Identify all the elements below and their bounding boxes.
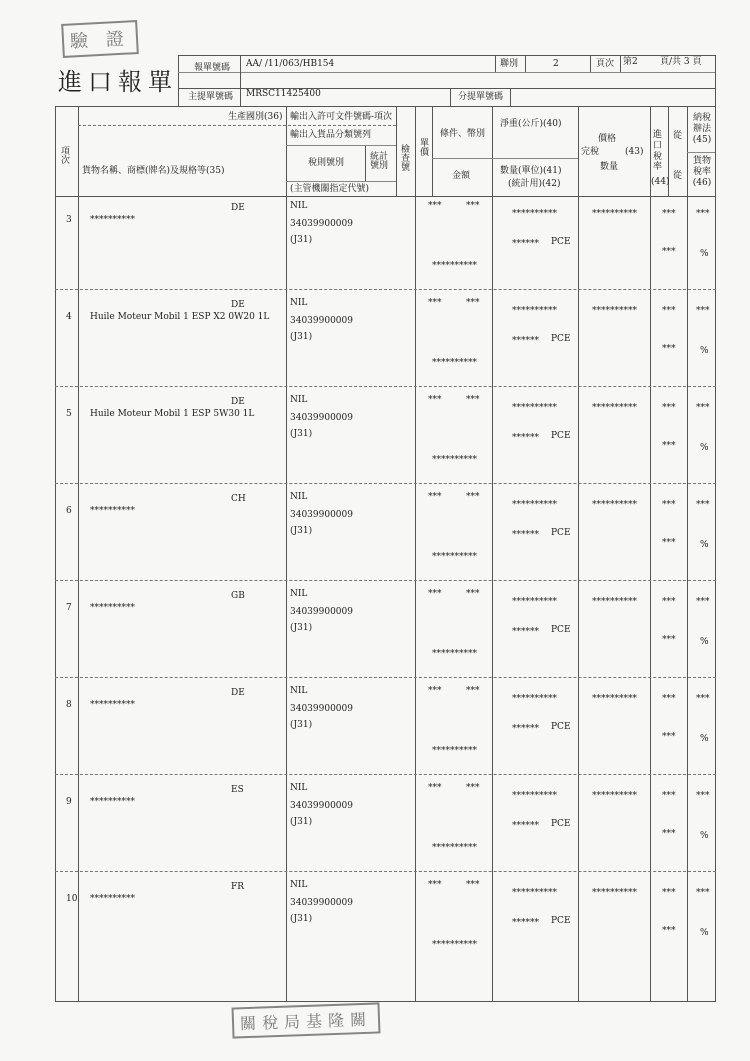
- row-goods-desc: **********: [90, 506, 135, 516]
- row-unit-price: ***: [428, 880, 442, 890]
- row-unit: PCE: [551, 334, 571, 344]
- col-net-weight: 淨重(公斤)(40): [500, 119, 562, 129]
- row-goods-desc: **********: [90, 700, 135, 710]
- row-net-weight: **********: [512, 597, 557, 607]
- row-item-no: 9: [66, 797, 72, 807]
- row-unit-price: ***: [428, 686, 442, 696]
- col-stat-no: 統計號別: [370, 152, 389, 171]
- row-import-rate: ***: [662, 694, 676, 704]
- row-import-rate-2: ***: [662, 635, 676, 645]
- row-item-no: 7: [66, 603, 72, 613]
- row-unit-price: ***: [428, 492, 442, 502]
- row-goods-desc: **********: [90, 603, 135, 613]
- row-import-rate-2: ***: [662, 344, 676, 354]
- row-origin: CH: [231, 494, 246, 504]
- row-unit-price: ***: [428, 783, 442, 793]
- page-total: 頁/共 3 頁: [660, 57, 702, 67]
- row-net-weight: **********: [512, 694, 557, 704]
- row-import-rate-2: ***: [662, 441, 676, 451]
- col-amount: 金額: [452, 171, 471, 181]
- row-amount: **********: [432, 649, 477, 659]
- row-amount: **********: [432, 455, 477, 465]
- row-amount: **********: [432, 940, 477, 950]
- col-goods-tax: 貨物稅率(46): [692, 156, 712, 188]
- row-goods-tax-pct: %: [700, 346, 709, 356]
- col-terms-currency: 條件、幣別: [440, 129, 486, 139]
- row-goods-tax-pct: %: [700, 928, 709, 938]
- row-amount: **********: [432, 843, 477, 853]
- row-duty-value: **********: [592, 694, 637, 704]
- row-permit: NIL: [290, 686, 308, 696]
- col-export-permit: 輸出入許可文件號碼-項次: [290, 112, 393, 122]
- row-tariff-no: 34039900009: [290, 510, 353, 520]
- row-origin: GB: [231, 591, 245, 601]
- row-origin: DE: [231, 203, 245, 213]
- row-tax-method: ***: [696, 694, 710, 704]
- row-import-rate-2: ***: [662, 926, 676, 936]
- row-divider: [55, 386, 716, 387]
- row-tax-method: ***: [696, 500, 710, 510]
- row-terms: ***: [466, 589, 480, 599]
- row-divider: [55, 677, 716, 678]
- row-tax-method: ***: [696, 403, 710, 413]
- page-label: 頁次: [596, 59, 615, 69]
- col-duty-paid: 完稅: [581, 147, 600, 157]
- row-terms: ***: [466, 686, 480, 696]
- row-tariff-no: 34039900009: [290, 413, 353, 423]
- col-ad-valorem: 從: [673, 131, 683, 141]
- col-goods-class: 輸出入貨品分類號列: [290, 130, 372, 140]
- row-unit-price: ***: [428, 395, 442, 405]
- row-customs-code: (J31): [290, 914, 313, 924]
- row-terms: ***: [466, 492, 480, 502]
- row-duty-value: **********: [592, 597, 637, 607]
- row-quantity: ******: [512, 821, 539, 831]
- row-net-weight: **********: [512, 209, 557, 219]
- sub-bl-label: 分提單號碼: [458, 92, 504, 102]
- row-tariff-no: 34039900009: [290, 316, 353, 326]
- copy-label: 聯別: [500, 59, 519, 69]
- decl-no-label: 報單號碼: [194, 63, 231, 73]
- row-amount: **********: [432, 261, 477, 271]
- row-goods-desc: **********: [90, 215, 135, 225]
- row-amount: **********: [432, 358, 477, 368]
- row-origin: DE: [231, 300, 245, 310]
- col-quantity: 數量(單位)(41): [500, 166, 562, 176]
- row-unit: PCE: [551, 916, 571, 926]
- row-item-no: 8: [66, 700, 72, 710]
- row-import-rate: ***: [662, 597, 676, 607]
- page-current: 第2: [623, 57, 638, 67]
- row-net-weight: **********: [512, 888, 557, 898]
- row-customs-code: (J31): [290, 332, 313, 342]
- row-duty-value: **********: [592, 888, 637, 898]
- row-import-rate: ***: [662, 403, 676, 413]
- row-unit: PCE: [551, 625, 571, 635]
- row-item-no: 6: [66, 506, 72, 516]
- row-goods-tax-pct: %: [700, 734, 709, 744]
- row-tariff-no: 34039900009: [290, 704, 353, 714]
- row-customs-code: (J31): [290, 720, 313, 730]
- row-item-no: 4: [66, 312, 72, 322]
- row-goods-tax-pct: %: [700, 637, 709, 647]
- row-divider: [55, 580, 716, 581]
- row-amount: **********: [432, 552, 477, 562]
- row-permit: NIL: [290, 395, 308, 405]
- row-terms: ***: [466, 783, 480, 793]
- row-tariff-no: 34039900009: [290, 219, 353, 229]
- row-import-rate: ***: [662, 500, 676, 510]
- row-quantity: ******: [512, 239, 539, 249]
- verification-stamp: 驗 證: [61, 20, 138, 58]
- col-duty-paid-no: (43): [625, 147, 644, 157]
- customs-stamp: 關稅局基隆關: [232, 1002, 381, 1038]
- row-terms: ***: [466, 298, 480, 308]
- page-title: 進口報單: [58, 68, 178, 96]
- row-permit: NIL: [290, 201, 308, 211]
- row-customs-code: (J31): [290, 817, 313, 827]
- row-import-rate-2: ***: [662, 732, 676, 742]
- row-duty-value: **********: [592, 306, 637, 316]
- row-customs-code: (J31): [290, 623, 313, 633]
- row-divider: [55, 483, 716, 484]
- row-customs-code: (J31): [290, 526, 313, 536]
- row-duty-value: **********: [592, 403, 637, 413]
- row-import-rate-2: ***: [662, 247, 676, 257]
- col-rate-no: (44): [651, 177, 670, 187]
- row-duty-value: **********: [592, 500, 637, 510]
- row-goods-desc: Huile Moteur Mobil 1 ESP 5W30 1L: [90, 409, 255, 419]
- row-tax-method: ***: [696, 209, 710, 219]
- row-tariff-no: 34039900009: [290, 607, 353, 617]
- col-origin: 生產國別(36): [228, 112, 283, 122]
- row-duty-value: **********: [592, 791, 637, 801]
- row-goods-tax-pct: %: [700, 443, 709, 453]
- row-unit: PCE: [551, 722, 571, 732]
- row-tariff-no: 34039900009: [290, 898, 353, 908]
- row-duty-value: **********: [592, 209, 637, 219]
- row-origin: DE: [231, 688, 245, 698]
- col-tariff-no: 稅則號別: [308, 158, 345, 168]
- row-tax-method: ***: [696, 306, 710, 316]
- col-item-no: 項次: [61, 147, 71, 166]
- row-origin: FR: [231, 882, 245, 892]
- copy-value: 2: [553, 59, 559, 69]
- col-specific: 從: [673, 171, 683, 181]
- col-unit-price: 單價: [420, 139, 430, 158]
- row-goods-desc: Huile Moteur Mobil 1 ESP X2 0W20 1L: [90, 312, 270, 322]
- row-amount: **********: [432, 746, 477, 756]
- row-origin: ES: [231, 785, 244, 795]
- bl-label: 主提單號碼: [188, 92, 234, 102]
- row-unit: PCE: [551, 237, 571, 247]
- col-customs-code: (主管機關指定代號): [290, 184, 370, 194]
- col-value: 價格: [598, 134, 617, 144]
- row-quantity: ******: [512, 530, 539, 540]
- row-unit: PCE: [551, 528, 571, 538]
- row-net-weight: **********: [512, 306, 557, 316]
- row-tax-method: ***: [696, 791, 710, 801]
- row-import-rate: ***: [662, 791, 676, 801]
- row-item-no: 3: [66, 215, 72, 225]
- row-quantity: ******: [512, 336, 539, 346]
- row-permit: NIL: [290, 783, 308, 793]
- row-import-rate: ***: [662, 306, 676, 316]
- row-unit-price: ***: [428, 298, 442, 308]
- col-goods-desc: 貨物名稱、商標(牌名)及規格等(35): [82, 166, 225, 176]
- row-quantity: ******: [512, 918, 539, 928]
- row-goods-tax-pct: %: [700, 540, 709, 550]
- row-permit: NIL: [290, 589, 308, 599]
- row-goods-tax-pct: %: [700, 249, 709, 259]
- row-net-weight: **********: [512, 791, 557, 801]
- row-import-rate: ***: [662, 209, 676, 219]
- row-tax-method: ***: [696, 597, 710, 607]
- col-duty-qty: 數量: [600, 162, 619, 172]
- col-tax-method: 納稅辦法(45): [692, 113, 712, 145]
- row-origin: DE: [231, 397, 245, 407]
- row-goods-desc: **********: [90, 797, 135, 807]
- row-permit: NIL: [290, 298, 308, 308]
- decl-no-value: AA/ /11/063/HB154: [246, 59, 335, 69]
- row-goods-desc: **********: [90, 894, 135, 904]
- row-divider: [55, 289, 716, 290]
- col-inspection: 檢查號: [401, 145, 411, 173]
- row-customs-code: (J31): [290, 429, 313, 439]
- row-unit: PCE: [551, 431, 571, 441]
- row-divider: [55, 774, 716, 775]
- row-permit: NIL: [290, 492, 308, 502]
- row-unit: PCE: [551, 819, 571, 829]
- row-terms: ***: [466, 395, 480, 405]
- row-terms: ***: [466, 880, 480, 890]
- row-permit: NIL: [290, 880, 308, 890]
- col-import-rate: 進口稅率: [653, 130, 663, 173]
- row-item-no: 10: [66, 894, 78, 904]
- row-divider: [55, 871, 716, 872]
- row-import-rate: ***: [662, 888, 676, 898]
- row-net-weight: **********: [512, 403, 557, 413]
- bl-value: MRSC11425400: [246, 89, 321, 99]
- row-unit-price: ***: [428, 589, 442, 599]
- row-terms: ***: [466, 201, 480, 211]
- row-quantity: ******: [512, 724, 539, 734]
- row-quantity: ******: [512, 433, 539, 443]
- row-item-no: 5: [66, 409, 72, 419]
- row-tariff-no: 34039900009: [290, 801, 353, 811]
- col-stat-unit: (統計用)(42): [508, 179, 561, 189]
- row-goods-tax-pct: %: [700, 831, 709, 841]
- row-import-rate-2: ***: [662, 829, 676, 839]
- row-tax-method: ***: [696, 888, 710, 898]
- row-customs-code: (J31): [290, 235, 313, 245]
- row-import-rate-2: ***: [662, 538, 676, 548]
- row-quantity: ******: [512, 627, 539, 637]
- row-unit-price: ***: [428, 201, 442, 211]
- row-net-weight: **********: [512, 500, 557, 510]
